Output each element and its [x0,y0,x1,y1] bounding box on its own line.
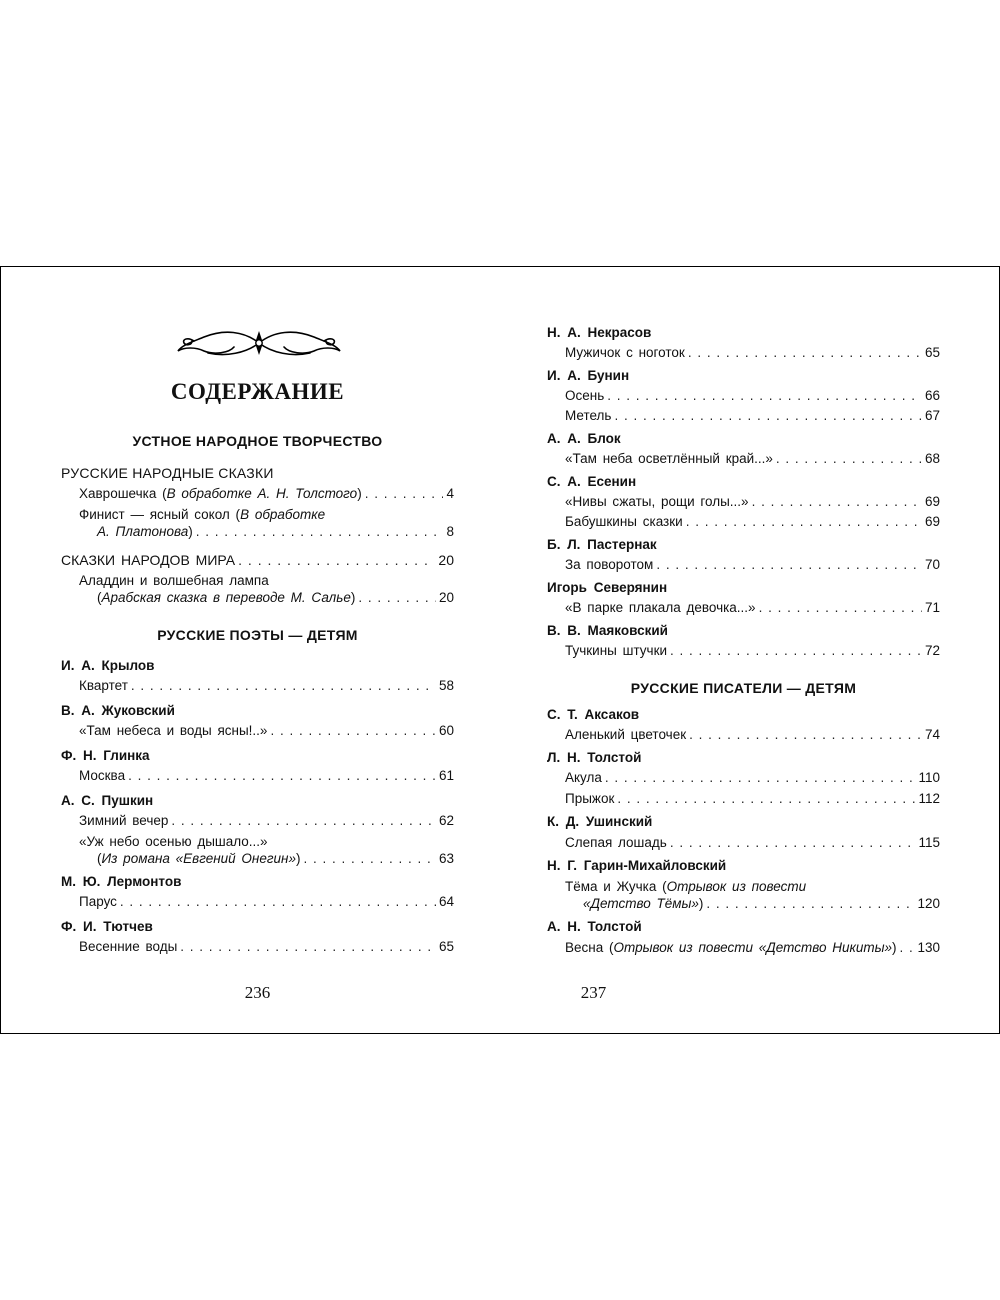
author-pushkin: А. С. Пушкин [61,793,154,808]
toc-entry-finist[interactable]: А. Платонова) . . . 8 [97,524,454,539]
page-ref: 69 [924,494,940,509]
page-ref: 61 [438,768,454,783]
page-ref: 66 [924,388,940,403]
page-ref: 115 [918,835,940,850]
author-tyutchev: Ф. И. Тютчев [61,919,153,934]
section-heading-writers: РУССКИЕ ПИСАТЕЛИ — ДЕТЯМ [630,680,857,696]
author-krylov: И. А. Крылов [61,658,155,673]
page-ref: 20 [438,552,454,568]
section-heading-folk: УСТНОЕ НАРОДНОЕ ТВОРЧЕСТВО [132,433,383,449]
page-ref: 120 [917,896,940,911]
author-garin: Н. Г. Гарин-Михайловский [547,858,727,873]
page-ref: 62 [438,813,454,828]
page-ref: 67 [924,408,940,423]
author-tolstoy-an: А. Н. Толстой [547,919,642,934]
toc-entry-slepaya-loshad[interactable]: Слепая лошадь . . . 115 [565,835,940,850]
toc-entry-babushkiny-skazki[interactable]: Бабушкины сказки . . . 69 [565,514,940,529]
page-ref: 130 [917,940,940,955]
toc-entry-uzh-nebo-line1[interactable]: «Уж небо осенью дышало...» [79,834,268,849]
toc-entry-za-povorotom[interactable]: За поворотом . . . 70 [565,557,940,572]
toc-entry-tuchkiny-shtuchki[interactable]: Тучкины штучки . . . 72 [565,643,940,658]
author-zhukovsky: В. А. Жуковский [61,703,175,718]
author-lermontov: М. Ю. Лермонтов [61,874,182,889]
toc-entry-osen[interactable]: Осень . . . 66 [565,388,940,403]
toc-entry-kvartet[interactable]: Квартет . . . 58 [79,678,454,693]
page-ref: 4 [446,486,454,501]
ornament-flourish-icon [174,327,344,359]
author-glinka: Ф. Н. Глинка [61,748,150,763]
toc-entry-akula[interactable]: Акула . . . 110 [565,770,940,785]
toc-entry-muzhichok[interactable]: Мужичок с ноготок . . . 65 [565,345,940,360]
toc-entry-nivy[interactable]: «Нивы сжаты, рощи голы...» . . . 69 [565,494,940,509]
toc-entry-finist-line1[interactable]: Финист — ясный сокол (В обработке [79,507,326,522]
toc-title: СОДЕРЖАНИЕ [170,379,345,404]
author-aksakov: С. Т. Аксаков [547,707,640,722]
page-ref: 63 [438,851,454,866]
toc-entry-tam-nebesa[interactable]: «Там небеса и воды ясны!..» . . . 60 [79,723,454,738]
page-ref: 20 [438,590,454,605]
toc-entry-tema-i-zhuchka[interactable]: «Детство Тёмы») . . . 120 [583,896,940,911]
page-ref: 70 [924,557,940,572]
author-esenin: С. А. Есенин [547,474,637,489]
page-ref: 68 [924,451,940,466]
toc-entry-zimniy-vecher[interactable]: Зимний вечер . . . 62 [79,813,454,828]
page-ref: 58 [438,678,454,693]
toc-entry-world-tales[interactable]: СКАЗКИ НАРОДОВ МИРА . . . 20 [61,552,454,568]
toc-entry-aladdin[interactable]: (Арабская сказка в переводе М. Салье) . . . 20 [97,590,454,605]
author-severyanin: Игорь Северянин [547,580,668,595]
page-ref: 65 [924,345,940,360]
toc-entry-uzh-nebo[interactable]: (Из романа «Евгений Онегин») . . . 63 [97,851,454,866]
page-number-left: 236 [244,983,271,1002]
author-bunin: И. А. Бунин [547,368,630,383]
page-number-right: 237 [580,983,607,1002]
group-heading-russian-tales: РУССКИЕ НАРОДНЫЕ СКАЗКИ [61,465,274,481]
page-ref: 60 [438,723,454,738]
page-ref: 69 [924,514,940,529]
author-mayakovsky: В. В. Маяковский [547,623,668,638]
toc-entry-tema-line1[interactable]: Тёма и Жучка (Отрывок из повести [565,879,807,894]
toc-entry-alenkiy-tsvetochek[interactable]: Аленький цветочек . . . 74 [565,727,940,742]
page-ref: 71 [924,600,940,615]
author-pasternak: Б. Л. Пастернак [547,537,657,552]
page-ref: 110 [918,770,940,785]
page-ref: 8 [446,524,454,539]
toc-entry-pryzhok[interactable]: Прыжок . . . 112 [565,791,940,806]
page-ref: 65 [438,939,454,954]
author-ushinsky: К. Д. Ушинский [547,814,653,829]
toc-entry-khavroshechka[interactable]: Хаврошечка (В обработке А. Н. Толстого) . . . 4 [79,486,454,501]
author-blok: А. А. Блок [547,431,621,446]
author-nekrasov: Н. А. Некрасов [547,325,652,340]
toc-entry-tam-neba[interactable]: «Там неба осветлённый край...» . . . 68 [565,451,940,466]
page-ref: 64 [438,894,454,909]
author-tolstoy-ln: Л. Н. Толстой [547,750,642,765]
toc-entry-parus[interactable]: Парус . . . 64 [79,894,454,909]
page-ref: 72 [924,643,940,658]
toc-entry-vesennie-vody[interactable]: Весенние воды . . . 65 [79,939,454,954]
page-ref: 112 [918,791,940,806]
page-ref: 74 [924,727,940,742]
toc-entry-v-parke[interactable]: «В парке плакала девочка...» . . . 71 [565,600,940,615]
toc-entry-moskva[interactable]: Москва . . . 61 [79,768,454,783]
toc-entry-metel[interactable]: Метель . . . 67 [565,408,940,423]
book-spread [0,266,1000,1034]
section-heading-poets: РУССКИЕ ПОЭТЫ — ДЕТЯМ [157,627,358,643]
toc-entry-vesna[interactable]: Весна (Отрывок из повести «Детство Никиты») . . . 130 [565,940,940,955]
toc-entry-aladdin-line1[interactable]: Аладдин и волшебная лампа [79,573,269,588]
